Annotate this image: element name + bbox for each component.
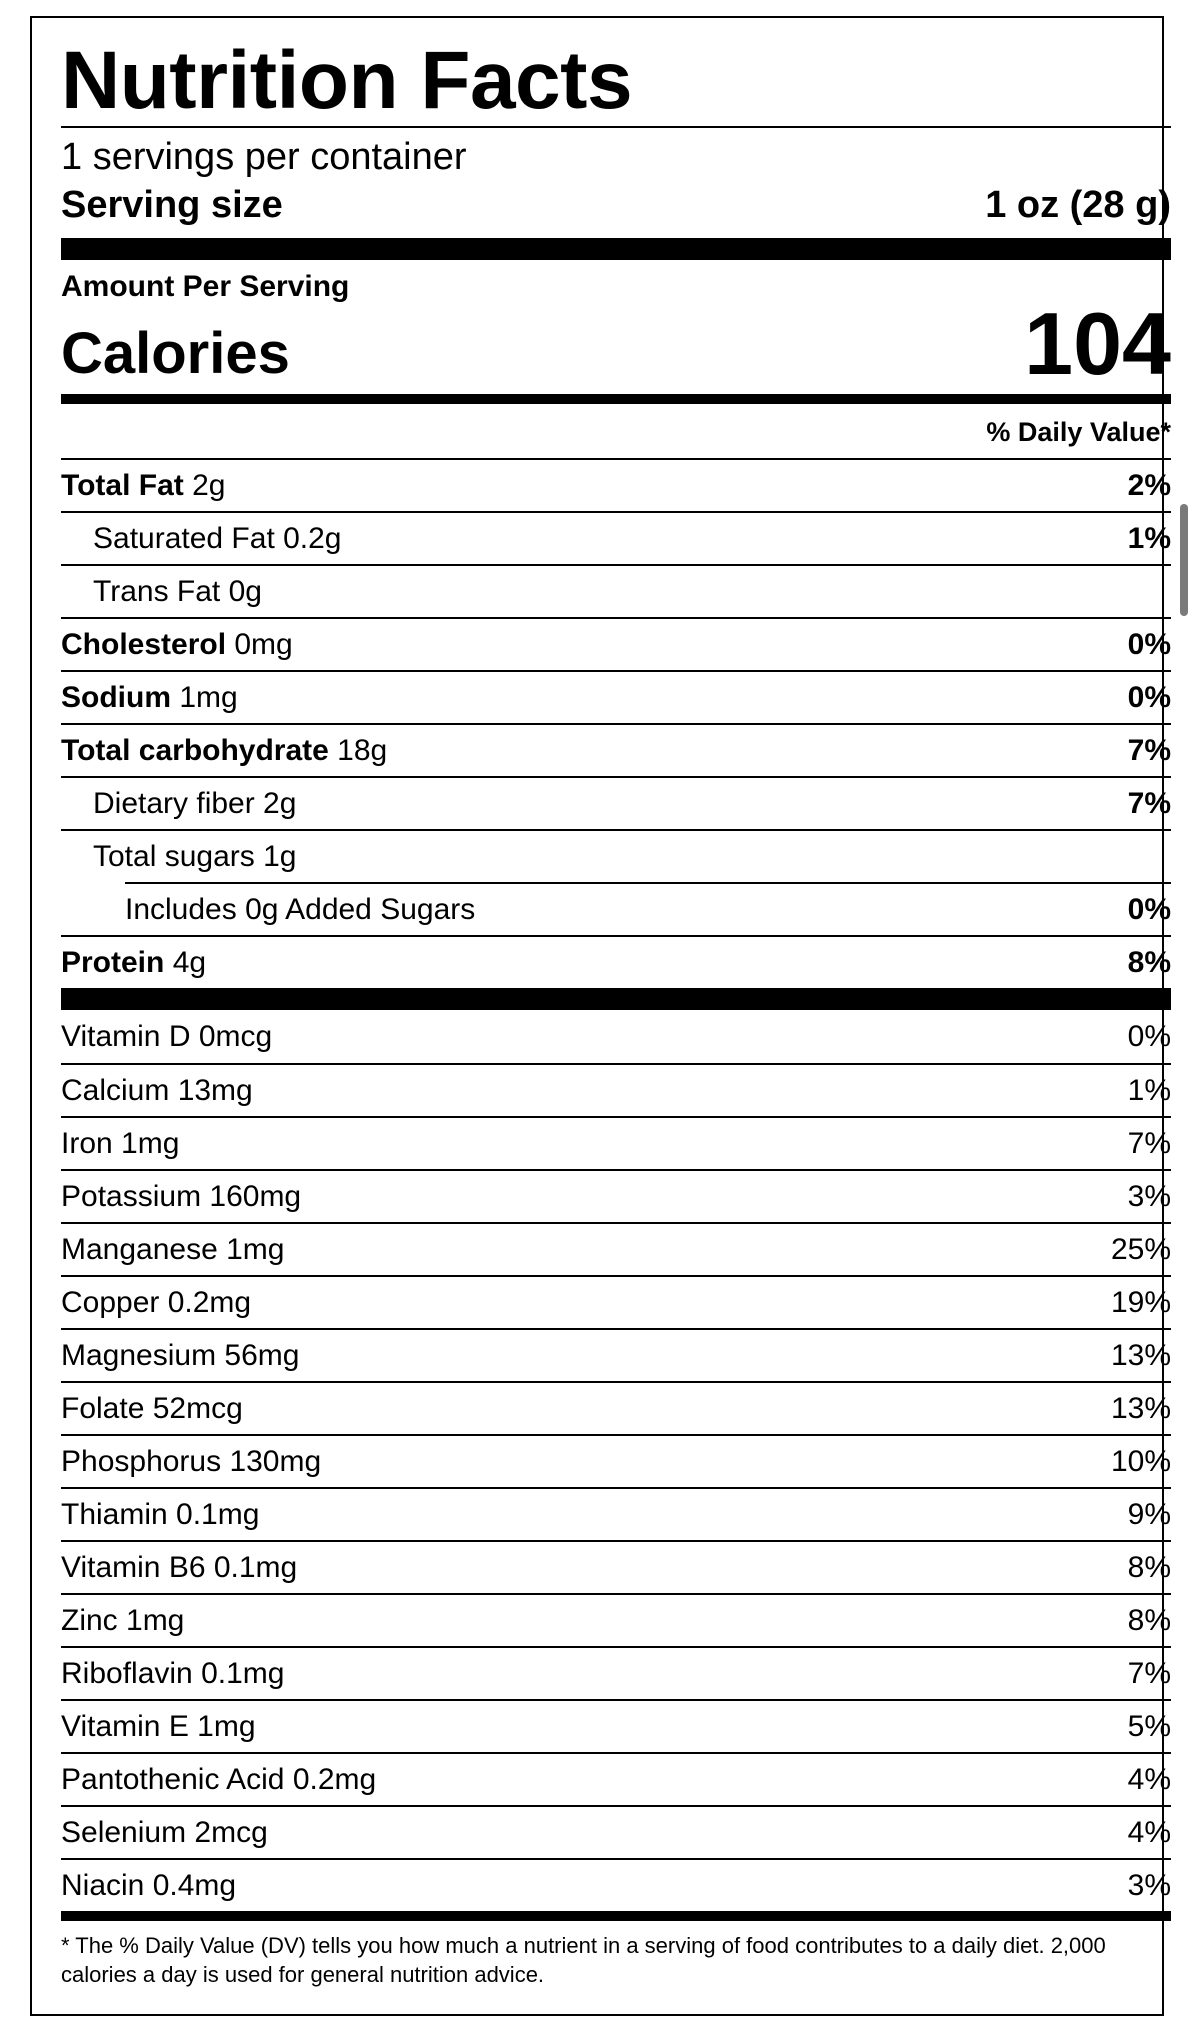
vitamin-dv: 3% [1127,1179,1171,1213]
vitamin-dv: 13% [1110,1338,1171,1372]
nutrient-dv: 0% [1127,892,1171,926]
vitamin-dv: 1% [1127,1073,1171,1107]
nutrient-row-dietary-fiber [61,776,1171,829]
footnote: * The % Daily Value (DV) tells you how much a nutrient in a serving of food contributes to a daily diet. 2,000 calories a day is used for general nutrition advice. [61,1933,1106,1987]
vitamin-label: Iron 1mg [61,1126,180,1160]
vitamin-label: Phosphorus 130mg [61,1444,322,1478]
label-title: Nutrition Facts [61,35,633,126]
nutrient-dv: 8% [1127,945,1171,979]
vitamin-dv: 4% [1127,1762,1171,1796]
vitamin-label: Vitamin B6 0.1mg [61,1550,298,1584]
nutrient-row-cholesterol [61,617,1171,670]
vitamin-dv: 7% [1127,1656,1171,1690]
thick-divider [61,238,1171,260]
serving-size-row [61,182,1171,238]
vitamin-row [61,1593,1171,1646]
calories-row [61,294,1171,394]
nutrient-dv: 0% [1127,680,1171,714]
nutrient-row-trans-fat [61,564,1171,617]
scrollbar-thumb[interactable] [1180,504,1188,616]
nutrient-dv: 2% [1127,468,1171,502]
nutrient-amount: 2g [183,468,226,502]
nutrient-name: Protein [61,945,165,979]
nutrient-dv: 1% [1127,521,1171,555]
vitamin-row [61,1752,1171,1805]
vitamin-label: Riboflavin 0.1mg [61,1656,285,1690]
vitamin-dv: 10% [1110,1444,1171,1478]
divider [61,126,1171,128]
vitamin-row [61,1010,1171,1063]
nutrient-amount: Saturated Fat 0.2g [93,521,342,555]
vitamin-dv: 19% [1110,1285,1171,1319]
vitamin-label: Thiamin 0.1mg [61,1497,260,1531]
nutrient-amount: 0mg [226,627,293,661]
vitamin-label: Manganese 1mg [61,1232,285,1266]
vitamin-row [61,1646,1171,1699]
vitamin-dv: 5% [1127,1709,1171,1743]
medium-divider [61,394,1171,404]
vitamin-dv: 0% [1127,1019,1171,1053]
label-content [61,36,1171,1989]
nutrient-amount: Dietary fiber 2g [93,786,297,820]
nutrient-amount: Total sugars 1g [93,839,297,873]
nutrient-name: Total Fat [61,468,184,502]
nutrient-row-total-sugars [61,829,1171,882]
serving-size-label: Serving size [61,184,283,226]
nutrient-dv: 7% [1127,733,1171,767]
nutrient-row-sodium [61,670,1171,723]
nutrient-amount: 4g [164,945,207,979]
vitamin-label: Niacin 0.4mg [61,1868,237,1902]
nutrient-row-added-sugars [125,882,1171,935]
vitamin-dv: 3% [1127,1868,1171,1902]
vitamin-dv: 13% [1110,1391,1171,1425]
vitamin-label: Potassium 160mg [61,1179,302,1213]
medium-divider [61,1911,1171,1921]
vitamin-row [61,1699,1171,1752]
vitamin-row [61,1063,1171,1116]
amount-per-serving: Amount Per Serving [61,270,350,303]
calories-value: 104 [1024,294,1171,393]
nutrient-name: Sodium [61,680,171,714]
nutrient-row-total-carbohydrate [61,723,1171,776]
vitamin-row [61,1805,1171,1858]
vitamin-dv: 4% [1127,1815,1171,1849]
thick-divider [61,988,1171,1010]
vitamins-list [61,1010,1171,1911]
daily-value-header: % Daily Value* [986,417,1171,447]
nutrient-amount: 1mg [171,680,238,714]
serving-size-value: 1 oz (28 g) [985,184,1171,226]
nutrient-name: Total carbohydrate [61,733,329,767]
vitamin-row [61,1328,1171,1381]
nutrient-dv: 0% [1127,627,1171,661]
nutrition-facts-label [30,16,1171,2016]
vitamin-label: Magnesium 56mg [61,1338,300,1372]
nutrient-row-total-fat [61,458,1171,511]
nutrient-dv: 7% [1127,786,1171,820]
nutrient-amount: Trans Fat 0g [93,574,262,608]
vitamin-label: Zinc 1mg [61,1603,185,1637]
vitamin-dv: 8% [1127,1603,1171,1637]
vitamin-row [61,1434,1171,1487]
vitamin-label: Copper 0.2mg [61,1285,252,1319]
vitamin-row [61,1540,1171,1593]
vitamin-label: Pantothenic Acid 0.2mg [61,1762,377,1796]
nutrient-amount: 18g [328,733,388,767]
calories-label: Calories [61,321,290,386]
nutrient-amount: Includes 0g Added Sugars [125,892,476,926]
vitamin-row [61,1222,1171,1275]
nutrient-row-saturated-fat [61,511,1171,564]
vitamin-label: Selenium 2mcg [61,1815,268,1849]
vitamin-row [61,1169,1171,1222]
vitamin-label: Calcium 13mg [61,1073,253,1107]
vitamin-row [61,1858,1171,1911]
vitamin-row [61,1116,1171,1169]
vitamin-label: Vitamin E 1mg [61,1709,256,1743]
vitamin-row [61,1381,1171,1434]
vitamin-dv: 7% [1127,1126,1171,1160]
vitamin-dv: 25% [1110,1232,1171,1266]
vitamin-label: Vitamin D 0mcg [61,1019,273,1053]
servings-per-container: 1 servings per container [61,136,467,178]
vitamin-row [61,1275,1171,1328]
vitamin-row [61,1487,1171,1540]
vitamin-dv: 8% [1127,1550,1171,1584]
vitamin-dv: 9% [1127,1497,1171,1531]
vitamin-label: Folate 52mcg [61,1391,243,1425]
nutrient-name: Cholesterol [61,627,227,661]
nutrient-row-protein [61,935,1171,988]
